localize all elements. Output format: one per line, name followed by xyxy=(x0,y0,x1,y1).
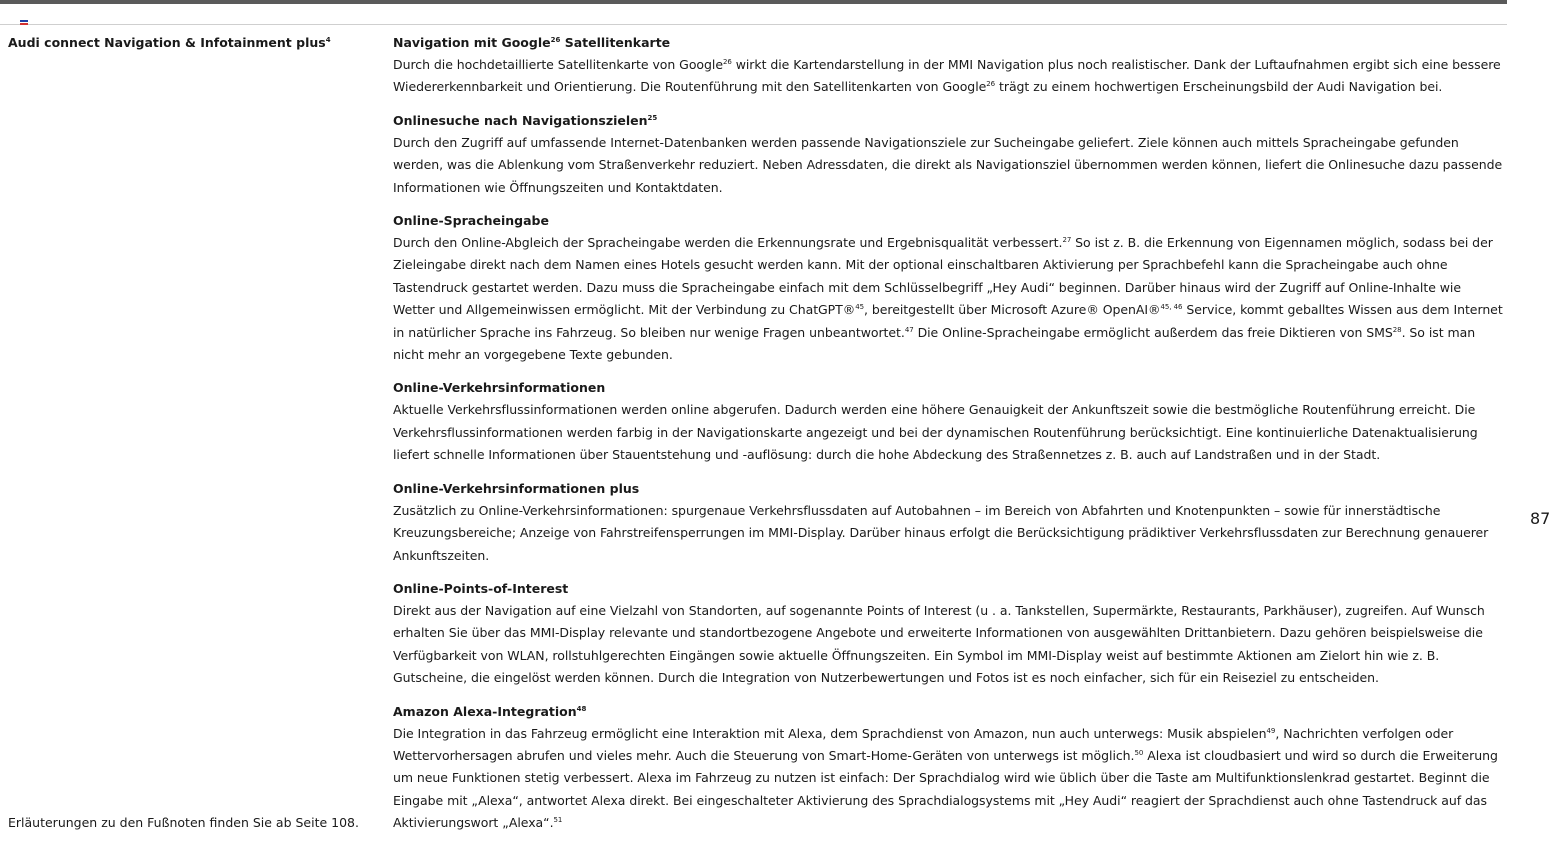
page-number: 87 xyxy=(1530,509,1550,528)
feature-title xyxy=(393,478,1503,500)
feature-description xyxy=(393,723,1503,835)
text-run: Online-Points-of-Interest xyxy=(393,580,569,596)
section-label-footnote: 4 xyxy=(325,35,331,44)
text-run: Satellitenkarte xyxy=(560,35,671,50)
feature-title xyxy=(393,32,1503,54)
feature-description xyxy=(393,54,1503,99)
feature-item xyxy=(393,478,1503,567)
text-run: Onlinesuche nach Navigationszielen xyxy=(393,112,648,128)
flag-stripe-red xyxy=(20,23,28,25)
text-run: trägt zu einem hochwertigen Erscheinungsbild der Audi Navigation bei. xyxy=(995,79,1443,95)
text-run: wirkt die Kartendarstellung in der MMI Navigation plus noch realistischer. Dank der Luftaufnahmen ergibt sich eine bessere Wiedererkennbarkeit und Orientierung. Die Routenführung mit den Satellitenkarten von Google xyxy=(393,57,1501,95)
text-run: , bereitgestellt über Microsoft Azure® OpenAI® xyxy=(864,302,1161,318)
feature-item xyxy=(393,701,1503,835)
text-run: Online-Spracheingabe xyxy=(393,213,549,229)
text-run: Online-Verkehrsinformationen plus xyxy=(393,480,640,496)
footnote-marker: 25 xyxy=(647,113,658,122)
feature-list xyxy=(393,32,1503,846)
footnote-marker: 49 xyxy=(1266,726,1276,735)
feature-description xyxy=(393,500,1503,567)
flag-icon xyxy=(20,20,28,26)
text-run: Durch den Online-Abgleich der Spracheingabe werden die Erkennungsrate und Ergebnisqualität verbessert. xyxy=(393,235,1063,251)
footnote-marker: 26 xyxy=(986,80,996,89)
feature-description xyxy=(393,132,1503,199)
text-run: Die Integration in das Fahrzeug ermöglicht eine Interaktion mit Alexa, dem Sprachdienst von Amazon, nun auch unterwegs: Musik abspielen xyxy=(393,725,1267,741)
top-rule xyxy=(0,0,1507,4)
header-divider xyxy=(0,24,1507,25)
feature-item xyxy=(393,377,1503,466)
feature-title xyxy=(393,210,1503,232)
footnote-marker: 26 xyxy=(550,35,561,44)
text-run: Zusätzlich zu Online-Verkehrsinformationen: spurgenaue Verkehrsflussdaten auf Autobahnen – im Bereich von Abfahrten und Knotenpunkten – sowie für innerstädtische Kreuzungsbereiche; Anzeige von Fahrstreifensperrungen im MMI-Display. Darüber hinaus erfolgt die Berücksichtigung prädiktiver Verkehrsflussdaten zur Berechnung genauerer Ankunftszeiten. xyxy=(393,502,1489,563)
footnote-marker: 48 xyxy=(576,704,587,713)
text-run: So ist z. B. die Erkennung von Eigennamen möglich, sodass bei der Zieleingabe direkt nach dem Namen eines Hotels gesucht werden kann. Mit der optional einschaltbaren Aktivierung per Sprachbefehl kann die Spracheingabe auch ohne Tastendruck gestartet werden. Dazu muss die Spracheingabe einfach mit dem Schlüsselbegriff „Hey Audi“ beginnen. Darüber hinaus wird der Zugriff auf Online-Inhalte wie Wetter und Allgemeinwissen ermöglicht. Mit der Verbindung zu ChatGPT® xyxy=(393,235,1493,318)
footnote-marker: 45, 46 xyxy=(1160,303,1183,312)
footnote-marker: 45 xyxy=(855,303,865,312)
feature-title xyxy=(393,377,1503,399)
footnote-marker: 47 xyxy=(904,325,914,334)
section-label-text: Audi connect Navigation & Infotainment plus xyxy=(8,35,326,50)
flag-stripe-blue xyxy=(20,20,28,22)
text-run: Navigation mit Google xyxy=(393,35,551,50)
section-label xyxy=(8,34,331,51)
text-run: Amazon Alexa-Integration xyxy=(393,703,577,719)
feature-description xyxy=(393,600,1503,690)
feature-item xyxy=(393,578,1503,690)
feature-description xyxy=(393,399,1503,466)
text-run: . So ist man nicht mehr an vorgegebene Texte gebunden. xyxy=(393,324,1476,363)
feature-item xyxy=(393,110,1503,199)
text-run: Aktuelle Verkehrsflussinformationen werden online abgerufen. Dadurch werden eine höhere Genauigkeit der Ankunftszeit sowie die bestmögliche Routenführung erreicht. Die Verkehrsflussinformationen werden farbig in der Navigationskarte angezeigt und bei der dynamischen Routenführung berücksichtigt. Eine kontinuierliche Datenaktualisierung liefert schnelle Informationen über Stauentstehung und -auflösung: durch die hohe Abdeckung des Straßennetzes z. B. auch auf Landstraßen und in der Stadt. xyxy=(393,402,1478,463)
footnote-reference: Erläuterungen zu den Fußnoten finden Sie ab Seite 108. xyxy=(8,815,359,830)
text-run: Online-Verkehrsinformationen xyxy=(393,380,606,396)
text-run: Die Online-Spracheingabe ermöglicht außerdem das freie Diktieren von SMS xyxy=(913,324,1393,340)
feature-title xyxy=(393,110,1503,132)
footnote-marker: 27 xyxy=(1062,235,1072,244)
footnote-marker: 28 xyxy=(1392,325,1402,334)
text-run: Durch die hochdetaillierte Satellitenkarte von Google xyxy=(393,57,723,72)
feature-item xyxy=(393,210,1503,366)
text-run: Direkt aus der Navigation auf eine Vielzahl von Standorten, auf sogenannte Points of Interest (u . a. Tankstellen, Supermärkte, Restaurants, Parkhäuser), zugreifen. Auf Wunsch erhalten Sie über das MMI-Display relevante und standortbezogene Angebote und erweiterte Informationen von ausgewählten Drittanbietern. Dazu gehören beispielsweise die Verfügbarkeit von WLAN, rollstuhlgerechten Eingängen sowie aktuelle Öffnungszeiten. Ein Symbol im MMI-Display weist auf bestimmte Aktionen am Zielort hin wie z. B. Gutscheine, die eingelöst werden können. Durch die Integration von Nutzerbewertungen und Fotos ist es noch einfacher, sich für ein Reiseziel zu entscheiden. xyxy=(393,602,1485,686)
feature-item xyxy=(393,32,1503,99)
text-run: Durch den Zugriff auf umfassende Internet-Datenbanken werden passende Navigationsziele zur Sucheingabe geliefert. Ziele können auch mittels Spracheingabe gefunden werden, was die Ablenkung vom Straßenverkehr reduziert. Neben Adressdaten, die direkt als Navigationsziel übernommen werden können, liefert die Onlinesuche dazu passende Informationen wie Öffnungszeiten und Kontaktdaten. xyxy=(393,134,1503,195)
footnote-marker: 50 xyxy=(1134,748,1144,757)
text-run: Service, kommt geballtes Wissen aus dem Internet in natürlicher Sprache ins Fahrzeug. So bleiben nur wenige Fragen unbeantwortet. xyxy=(393,302,1503,340)
feature-title xyxy=(393,701,1503,723)
footnote-marker: 51 xyxy=(553,816,563,824)
feature-title xyxy=(393,578,1503,600)
text-run: , Nachrichten verfolgen oder Wettervorhersagen abrufen und vieles mehr. Auch die Steuerung von Smart-Home-Geräten von unterwegs ist möglich. xyxy=(393,725,1454,763)
footnote-marker: 26 xyxy=(722,57,732,66)
feature-description xyxy=(393,232,1503,366)
text-run: Alexa ist cloudbasiert und wird so durch die Erweiterung um neue Funktionen stetig verbessert. Alexa im Fahrzeug zu nutzen ist einfach: Der Sprachdialog wird wie üblich über die Taste am Multifunktionslenkrad gestartet. Beginnt die Eingabe mit „Alexa“, antwortet Alexa direkt. Bei eingeschalteter Aktivierung des Sprachdialogsystems mit „Hey Audi“ reagiert der Sprachdienst auch ohne Tastendruck auf das Aktivierungswort „Alexa“. xyxy=(393,747,1498,831)
